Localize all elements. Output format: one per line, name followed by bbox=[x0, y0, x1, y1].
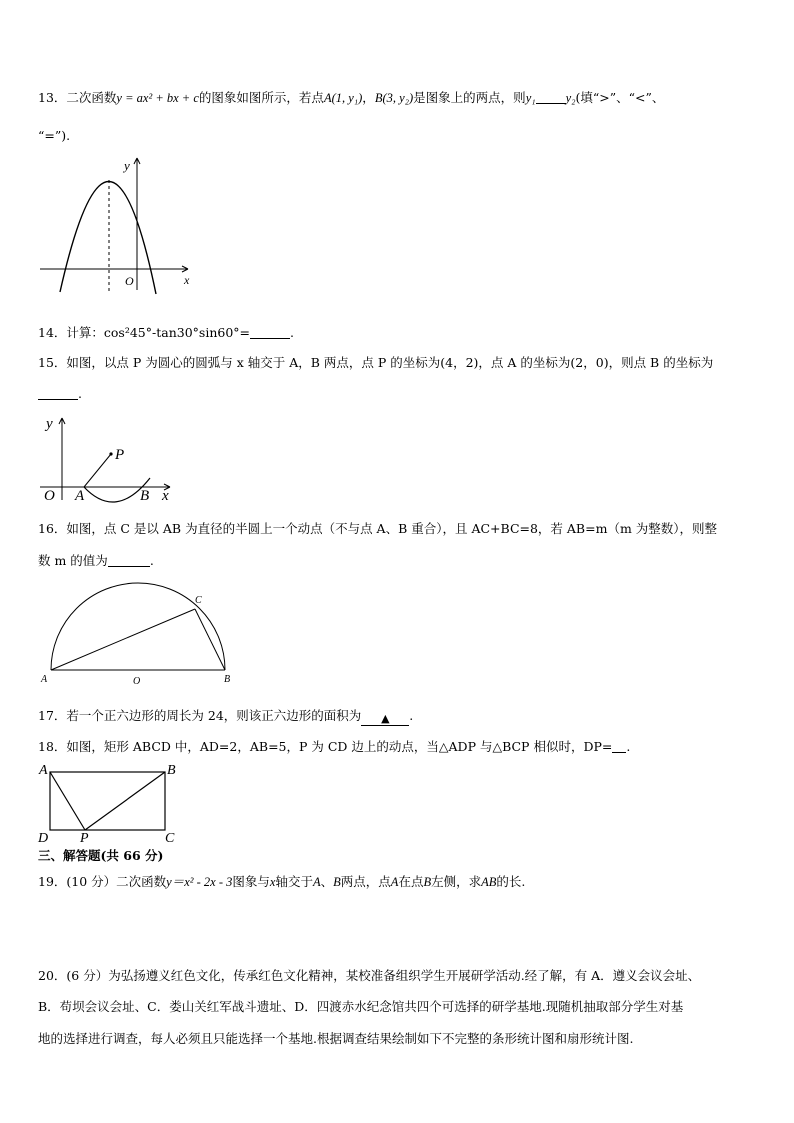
q19-text-c: 轴交于 bbox=[275, 874, 313, 889]
q13-sep: ， bbox=[362, 90, 375, 105]
q16-chord-bc bbox=[195, 609, 225, 670]
q18-answer-blank[interactable] bbox=[612, 740, 626, 753]
q19-line bbox=[38, 874, 525, 890]
q15-radius bbox=[84, 454, 111, 487]
q14-answer-blank[interactable] bbox=[250, 326, 290, 339]
q19-text-b: 图象与 bbox=[232, 874, 270, 889]
q13-label-o: O bbox=[125, 274, 134, 288]
q19-x: x bbox=[269, 875, 276, 889]
q18-label-c: C bbox=[165, 831, 175, 846]
q16-end: . bbox=[149, 553, 154, 568]
q13-label-y: y bbox=[124, 158, 130, 173]
q18-segment-ap bbox=[50, 772, 85, 830]
q15-line2 bbox=[38, 386, 82, 402]
q15-point-p bbox=[109, 452, 112, 455]
q13-y2: y₂ bbox=[565, 91, 576, 105]
q18-segment-bp bbox=[85, 772, 165, 830]
q16-chord-ac bbox=[51, 609, 195, 670]
q13-text-b: 的图象如图所示，若点 bbox=[198, 90, 324, 105]
q19-text-f: 左侧，求 bbox=[431, 874, 482, 889]
q13-text-a: 二次函数 bbox=[66, 90, 117, 105]
q13-curve bbox=[60, 181, 156, 294]
q13-text-d: (填“>”、“<”、 bbox=[575, 90, 665, 105]
q19-text-a: 19．(10 分）二次函数 bbox=[38, 874, 167, 889]
q13-label-x: x bbox=[184, 273, 190, 287]
q20-line2: B．苟坝会议会址、C．娄山关红军战斗遗址、D．四渡赤水纪念馆共四个可选择的研学基地.现随机抽取部分学生对基 bbox=[38, 999, 684, 1014]
q13-answer-blank[interactable] bbox=[536, 91, 566, 104]
q17-text: 17．若一个正六边形的周长为 24，则该正六边形的面积为 bbox=[38, 708, 362, 723]
q13-y1: y₁ bbox=[525, 91, 536, 105]
q15-label-x: x bbox=[162, 488, 169, 504]
q13-point-b: B(3, y₂) bbox=[374, 91, 414, 105]
q15-label-p: P bbox=[115, 447, 125, 463]
q13-formula: y = ax² + bx + c bbox=[116, 91, 199, 105]
q19-a: A bbox=[312, 875, 321, 889]
q20-line1: 20．(6 分）为弘扬遵义红色文化，传承红色文化精神，某校准备组织学生开展研学活动.经了解，有 A．遵义会议会址、 bbox=[38, 968, 701, 983]
q17-end: . bbox=[409, 708, 414, 723]
q19-b: B bbox=[333, 875, 341, 889]
q19-text-e: 在点 bbox=[398, 874, 424, 889]
q15-end: . bbox=[78, 386, 82, 401]
q16-text: 数 m 的值为 bbox=[38, 553, 108, 568]
q16-label-b: B bbox=[224, 674, 231, 685]
q13-point-a: A(1, y₁) bbox=[323, 91, 363, 105]
q18-label-d: D bbox=[38, 831, 49, 846]
q18-end: . bbox=[626, 739, 631, 754]
q19-b2: B bbox=[423, 875, 432, 889]
q15-label-o: O bbox=[44, 488, 55, 504]
q16-semicircle bbox=[51, 583, 225, 670]
q19-comma: 、 bbox=[320, 874, 334, 889]
q13-text-c: 是图象上的两点，则 bbox=[413, 90, 526, 105]
q18-text: 18．如图，矩形 ABCD 中，AD=2，AB=5，P 为 CD 边上的动点，当△ADP 与△BCP 相似时，DP= bbox=[38, 739, 613, 754]
q16-label-a: A bbox=[41, 674, 48, 685]
q19-a2: A bbox=[390, 875, 399, 889]
q16-line2 bbox=[38, 553, 154, 569]
q18-label-p: P bbox=[80, 831, 89, 846]
q19-formula: y＝x² - 2x - 3 bbox=[166, 875, 233, 889]
q13-line2: “=”). bbox=[38, 128, 71, 143]
q15-line1: 15．如图，以点 P 为圆心的圆弧与 x 轴交于 A，B 两点，点 P 的坐标为(4，2)，点 A 的坐标为(2，0)，则点 B 的坐标为 bbox=[38, 355, 714, 370]
q16-line1: 16．如图，点 C 是以 AB 为直径的半圆上一个动点（不与点 A、B 重合），且 AC+BC=8，若 AB=m（m 为整数），则整 bbox=[38, 521, 718, 536]
q16-answer-blank[interactable] bbox=[108, 554, 150, 567]
q15-label-b: B bbox=[140, 488, 150, 504]
q14-text: 14．计算：cos²45°-tan30°sin60°= bbox=[38, 325, 251, 340]
q15-arc bbox=[84, 478, 150, 502]
q18-line bbox=[38, 739, 630, 755]
q18-rectangle bbox=[50, 772, 165, 830]
q19-text-d: 两点，点 bbox=[340, 874, 391, 889]
q13-line1 bbox=[38, 90, 664, 106]
q18-label-a: A bbox=[39, 763, 48, 778]
section-3-heading: 三、解答题(共 66 分) bbox=[38, 848, 164, 863]
q15-answer-blank[interactable] bbox=[38, 387, 78, 400]
q14-line bbox=[38, 325, 294, 341]
q18-label-b: B bbox=[167, 763, 176, 778]
q16-label-o: O bbox=[133, 676, 141, 687]
q17-marker: ▲ bbox=[381, 712, 390, 725]
q19-text-g: 的长. bbox=[496, 874, 526, 889]
q15-label-a: A bbox=[75, 488, 85, 504]
q16-label-c: C bbox=[195, 595, 202, 606]
q13-num: 13． bbox=[38, 90, 67, 105]
q14-end: . bbox=[290, 325, 294, 340]
q19-ab: AB bbox=[481, 875, 497, 889]
q15-label-y: y bbox=[46, 416, 53, 432]
q20-line3: 地的选择进行调查，每人必须且只能选择一个基地.根据调查结果绘制如下不完整的条形统计图和扇形统计图. bbox=[38, 1031, 634, 1046]
q17-line bbox=[38, 708, 413, 726]
q17-answer-blank[interactable] bbox=[361, 713, 409, 726]
